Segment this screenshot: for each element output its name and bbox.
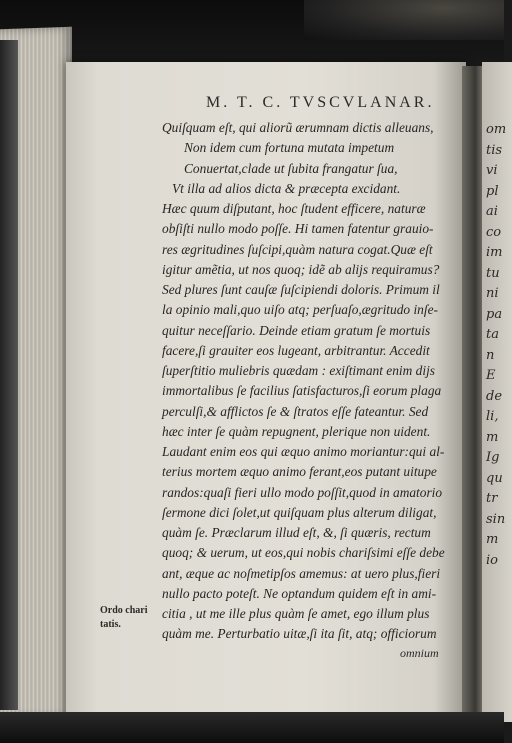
text-line: Vt illa ad alios dicta & præcepta excidant. <box>172 180 401 196</box>
right-page-fragment: pl <box>486 183 499 199</box>
right-page-fragment: pa <box>486 306 503 322</box>
text-line: perculſi,& afflictos ſe & ſtratos eſſe fateantur. Sed <box>162 403 429 419</box>
right-page-fragment: li, <box>486 409 499 424</box>
text-line: ant, æque ac noſmetipſos amemus: at uero plus,fieri <box>162 565 441 581</box>
text-line: ſermone dici ſolet,ut quiſquam plus alterum diligat, <box>162 504 437 520</box>
text-line: quitur neceſſario. Deinde etiam gratum ſe mortuis <box>162 322 431 338</box>
text-line: quoq; & uerum, ut eos,qui nobis chariſsimi eſſe debe <box>162 545 445 561</box>
right-page-fragment: m <box>486 532 499 547</box>
right-page-fragment: vi <box>486 163 498 178</box>
right-page-fragment: qu <box>486 470 503 486</box>
text-line: ſuperſtitio muliebris quædam : exiſtimant enim dijs <box>162 363 436 378</box>
right-page-fragment: sin <box>486 511 506 527</box>
right-page-fragment: E <box>486 368 496 383</box>
text-line: Quiſquam eſt, qui aliorũ ærumnam dictis alleuans, <box>162 120 434 135</box>
bottom-shadow <box>0 712 504 743</box>
marginal-note-line: tatis. <box>100 619 121 630</box>
text-line: Hæc quum diſputant, hoc ſtudent efficere, naturæ <box>162 201 426 216</box>
right-page-fragment: tu <box>486 265 500 281</box>
text-line: citia , ut me ille plus quàm ſe amet, ego illum plus <box>162 606 430 621</box>
text-line: randos:quaſi fieri ullo modo poſſit,quod in amatorio <box>162 484 443 500</box>
right-page-fragment: n <box>486 347 495 363</box>
text-line: facere,ſi grauiter eos lugeant, arbitrantur. Accedit <box>162 342 430 358</box>
text-line: immortalibus ſe facilius ſatisfacturos,ſi eorum plaga <box>162 383 442 399</box>
right-page-fragment: ai <box>486 204 498 219</box>
text-line: terius mortem æquo animo ferant,eos putant uitupe <box>162 464 437 480</box>
right-page-fragment: ni <box>486 286 499 301</box>
right-page-fragment: im <box>486 245 503 260</box>
right-page-fragment: ta <box>486 327 499 342</box>
text-line: Laudant enim eos qui æquo animo moriantur:qui al- <box>162 444 445 459</box>
text-line: quàm me. Perturbatio uitæ,ſi ita ſit, atq; officiorum <box>162 626 437 642</box>
catchword: omnium <box>400 646 439 660</box>
text-line: Non idem cum fortuna mutata impetum <box>184 140 395 156</box>
right-page-fragment: de <box>486 388 503 404</box>
right-page-fragment: tis <box>486 142 503 158</box>
right-page-fragment: om <box>486 122 507 137</box>
body-text <box>162 118 462 645</box>
text-line: Conuertat,clade ut ſubita frangatur ſua, <box>184 160 398 176</box>
binding-edge <box>0 40 18 710</box>
text-line: obſiſti nullo modo poſſe. Hi tamen fatentur grauio- <box>162 221 434 237</box>
text-line: hæc inter ſe quàm repugnent, plerique non uident. <box>162 423 431 439</box>
text-line: res ægritudines ſuſcipi,quàm natura cogat.Quæ eſt <box>162 241 433 257</box>
marginal-note-line: Ordo chari <box>100 605 148 616</box>
right-page-fragment: m <box>486 429 499 445</box>
running-header: M. T. C. TVSCVLANAR. <box>206 94 435 111</box>
right-page-fragment: co <box>486 224 502 240</box>
text-line: nullo pacto poteſt. Ne optandum quidem eſt in ami- <box>162 585 437 601</box>
right-page-text <box>486 120 506 571</box>
right-page-fragment: io <box>486 552 498 568</box>
text-line: igitur amẽtia, ut nos quoq; idẽ ab alijs requiramus? <box>162 261 440 277</box>
text-line: Sed plures ſunt cauſæ ſuſcipiendi doloris. Primum il <box>162 282 440 297</box>
right-page-fragment: Ig <box>486 450 500 465</box>
marginal-note <box>100 604 162 632</box>
text-line: quàm ſe. Præclarum illud eſt, &, ſi quæris, rectum <box>162 525 431 540</box>
right-page-fragment: tr <box>486 491 498 506</box>
backdrop-fabric <box>304 0 504 40</box>
book-gutter <box>462 66 484 716</box>
text-line: la opinio mali,quo uiſo atq; perſuaſo,ægritudo inſe- <box>162 302 438 318</box>
